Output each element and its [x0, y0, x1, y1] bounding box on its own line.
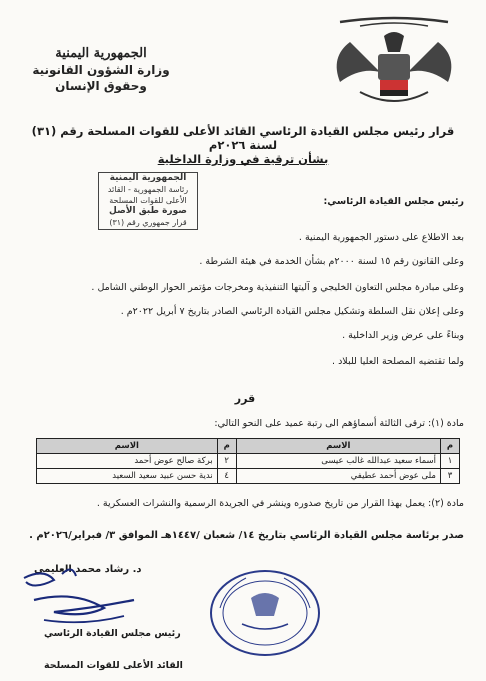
decree-subject: بشأن ترقية في وزارة الداخلية [157, 152, 329, 166]
signatory-title-commander: القائد الأعلى للقوات المسلحة [44, 660, 183, 671]
header-line-republic: الجمهورية اليمنية [55, 46, 147, 61]
officer-name: ملى عوض أحمد عطيفي [236, 469, 440, 484]
table-row [37, 454, 460, 469]
national-crest [320, 12, 468, 112]
table-row [37, 469, 460, 484]
preamble-constitution: بعد الاطلاع على دستور الجمهورية اليمنية . [298, 232, 464, 243]
eagle-emblem-icon [320, 12, 468, 112]
stamp-line-true-copy: صورة طبق الأصل [109, 206, 187, 216]
signatory-title: رئيس مجلس القيادة الرئاسي [44, 628, 181, 639]
addressee: رئيس مجلس القيادة الرئاسي: [323, 196, 464, 207]
certified-copy-stamp [98, 172, 198, 230]
article-1: مادة (١): ترقى الثالثة أسماؤهم الى رتبة عميد على النحو التالي: [214, 418, 464, 429]
preamble-national-interest: ولما تقتضيه المصلحة العليا للبلاد . [332, 356, 464, 367]
decided-heading: قرر [234, 392, 256, 405]
stamp-line-decree-number: قرار جمهوري رقم (٣١) [109, 218, 187, 227]
preamble-minister-proposal: وبناءً على عرض وزير الداخلية . [342, 330, 464, 341]
ministry-header [26, 46, 176, 93]
article-2: مادة (٢): يعمل بهذا القرار من تاريخ صدوره وينشر في الجريدة الرسمية والنشرات العسكرية . [96, 498, 464, 509]
signature-block [14, 560, 184, 670]
row-number: ١ [441, 454, 460, 469]
header-line-rights: وحقوق الإنسان [55, 79, 147, 93]
row-number: ٢ [217, 454, 236, 469]
preamble-gcc-initiative: وعلى مبادرة مجلس التعاون الخليجي و آليتها التنفيذية ومخرجات مؤتمر الحوار الوطني الشامل . [91, 282, 464, 293]
col-name: الاسم [37, 439, 218, 454]
officer-name: أسماء سعيد عبدالله غالب عيسى [236, 454, 440, 469]
handwritten-signature-icon [14, 560, 184, 630]
officer-name: بركة صالح عوض أحمد [37, 454, 218, 469]
header-line-ministry: وزارة الشؤون القانونية [32, 63, 170, 77]
col-name: الاسم [236, 439, 440, 454]
table-header-row [37, 439, 460, 454]
signatory-name: د. رشاد محمد العليمي [34, 564, 142, 575]
decree-title: قرار رئيس مجلس القيادة الرئاسي القائد الأعلى للقوات المسلحة رقم (٣١) لسنة ٢٠٢٦م [31, 124, 455, 152]
official-seal-icon [206, 568, 324, 658]
officer-name: ندية حسن عبيد سعيد السعيد [37, 469, 218, 484]
issuance-line: صدر برئاسة مجلس القيادة الرئاسي بتاريخ ١٤/ شعبان /١٤٤٧هـ الموافق ٣/ فبراير/٢٠٢٦م . [29, 530, 464, 541]
row-number: ٣ [441, 469, 460, 484]
col-number: م [441, 439, 460, 454]
promotion-table [36, 438, 460, 484]
official-seal [206, 568, 324, 658]
preamble-law: وعلى القانون رقم ١٥ لسنة ٢٠٠٠م بشأن الخدمة في هيئة الشرطة . [199, 256, 464, 267]
row-number: ٤ [217, 469, 236, 484]
stamp-line-presidency: رئاسة الجمهورية - القائد الأعلى للقوات المسلحة [107, 185, 189, 205]
stamp-line-republic: الجمهورية اليمنية [109, 173, 187, 183]
preamble-council-formation: وعلى إعلان نقل السلطة وتشكيل مجلس القيادة الرئاسي الصادر بتاريخ ٧ أبريل ٢٠٢٢م . [120, 306, 464, 317]
col-number: م [217, 439, 236, 454]
